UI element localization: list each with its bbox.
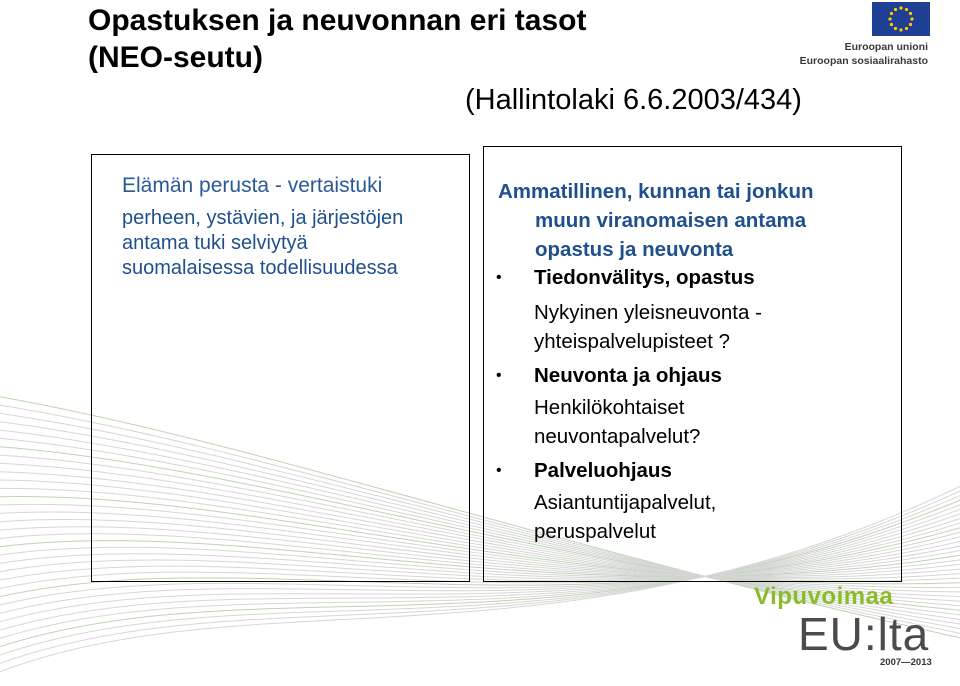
guidance-item-detail: Nykyinen yleisneuvonta - bbox=[534, 301, 762, 324]
professional-guidance-box bbox=[483, 146, 902, 582]
guidance-item-detail: peruspalvelut bbox=[534, 520, 656, 543]
eu-logo-line-1: Euroopan unioni bbox=[844, 41, 928, 53]
peer-support-line: suomalaisessa todellisuudessa bbox=[122, 257, 398, 279]
eu-star-icon bbox=[905, 8, 908, 11]
peer-support-box bbox=[91, 154, 470, 582]
peer-support-heading: Elämän perusta - vertaistuki bbox=[122, 174, 383, 197]
vipuvoimaa-logo-title: Vipuvoimaa bbox=[754, 583, 894, 610]
guidance-item-detail: Asiantuntijapalvelut, bbox=[534, 491, 717, 514]
guidance-item-detail: neuvontapalvelut? bbox=[534, 425, 701, 448]
law-reference: (Hallintolaki 6.6.2003/434) bbox=[465, 84, 802, 116]
peer-support-line: antama tuki selviytyä bbox=[122, 232, 308, 254]
eu-star-icon bbox=[894, 8, 897, 11]
peer-support-text bbox=[122, 206, 462, 281]
eu-star-icon bbox=[888, 17, 891, 20]
eu-star-icon bbox=[909, 23, 912, 26]
vipuvoimaa-logo-eu-text: EU:lta bbox=[798, 608, 930, 660]
eu-star-icon bbox=[894, 27, 897, 30]
eu-star-icon bbox=[910, 17, 913, 20]
guidance-item-label: Neuvonta ja ohjaus bbox=[534, 364, 722, 387]
guidance-item-label: Tiedonvälitys, opastus bbox=[534, 266, 755, 289]
eu-star-icon bbox=[890, 12, 893, 15]
eu-logo-line-2: Euroopan sosiaalirahasto bbox=[799, 55, 928, 67]
bullet-icon: • bbox=[496, 367, 502, 384]
guidance-item-service-guidance bbox=[496, 456, 896, 546]
guidance-item-detail: yhteispalvelupisteet ? bbox=[534, 330, 731, 353]
guidance-item-detail: Henkilökohtaiset bbox=[534, 396, 685, 419]
page-title bbox=[88, 2, 586, 76]
heading-line: muun viranomaisen antama bbox=[535, 209, 807, 232]
professional-guidance-heading bbox=[498, 177, 898, 264]
peer-support-line: perheen, ystävien, ja järjestöjen bbox=[122, 207, 404, 229]
bullet-icon: • bbox=[496, 462, 502, 479]
guidance-item-counselling bbox=[496, 361, 896, 451]
eu-star-icon bbox=[899, 28, 902, 31]
heading-line: opastus ja neuvonta bbox=[535, 238, 734, 261]
eu-star-icon bbox=[890, 23, 893, 26]
eu-star-icon bbox=[899, 6, 902, 9]
vipuvoimaa-logo-years: 2007—2013 bbox=[880, 657, 932, 668]
eu-flag-icon bbox=[872, 2, 930, 36]
guidance-item-information bbox=[496, 263, 896, 356]
title-line-2: (NEO-seutu) bbox=[88, 41, 263, 74]
title-line-1: Opastuksen ja neuvonnan eri tasot bbox=[88, 4, 587, 37]
bullet-icon: • bbox=[496, 269, 502, 286]
vipuvoimaa-logo bbox=[750, 583, 940, 683]
eu-star-icon bbox=[909, 12, 912, 15]
guidance-item-label: Palveluohjaus bbox=[534, 459, 672, 482]
eu-logo bbox=[799, 0, 932, 70]
heading-line: Ammatillinen, kunnan tai jonkun bbox=[498, 180, 814, 203]
eu-star-icon bbox=[905, 27, 908, 30]
